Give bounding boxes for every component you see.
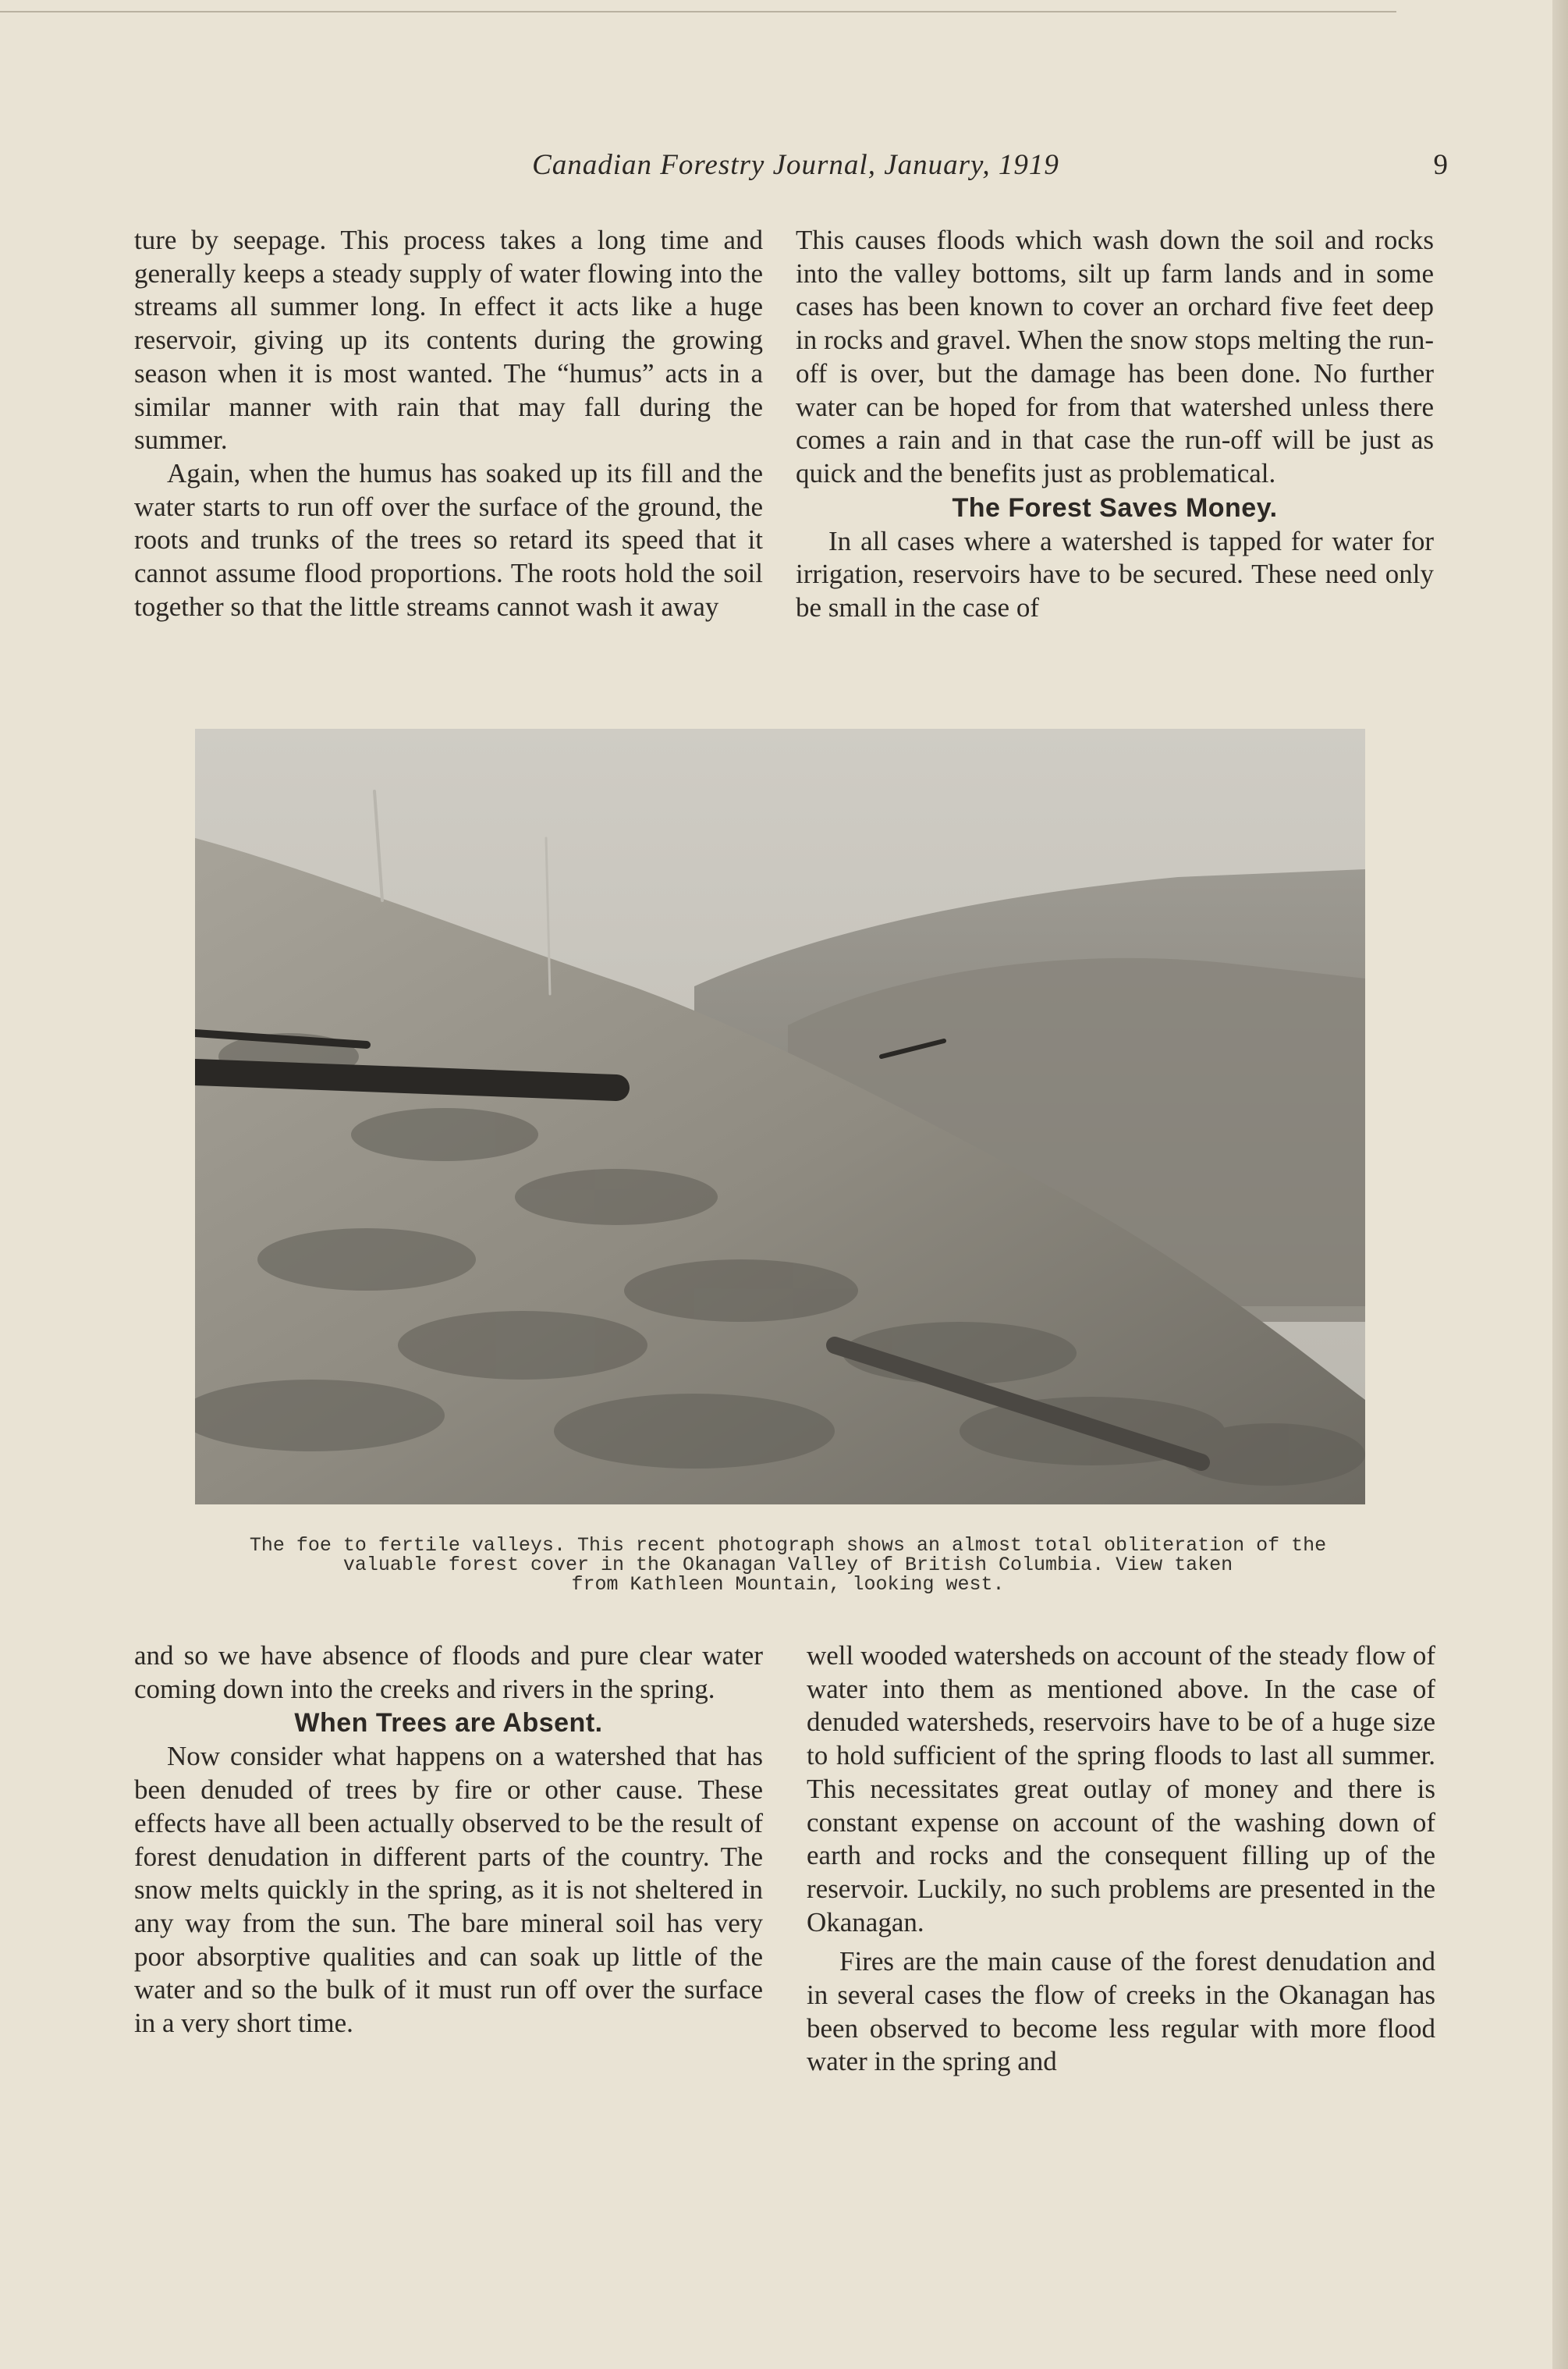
caption-line: The foe to fertile valleys. This recent photograph shows an almost total obliteration of the bbox=[249, 1534, 1327, 1557]
paragraph: Fires are the main cause of the forest denudation and in several cases the flow of creeks in the Okanagan has been observed to become less regular with more flood water in the spring and bbox=[807, 1946, 1435, 2077]
caption-line: valuable forest cover in the Okanagan Valley of British Columbia. View taken bbox=[342, 1554, 1233, 1576]
section-heading-forest-saves-money: The Forest Saves Money. bbox=[952, 492, 1278, 523]
paragraph: ture by seepage. This process takes a long time and generally keeps a steady supply of water flowing into the streams all summer long. In effect it acts like a huge reservoir, giving up its contents during the growing season when it is most wanted. The “humus” acts in a similar manner with rain that may fall during the summer. bbox=[134, 225, 763, 456]
column-bottom-right bbox=[807, 1639, 1435, 2079]
column-top-right bbox=[796, 224, 1434, 625]
caption-line: from Kathleen Mountain, looking west. bbox=[571, 1573, 1005, 1596]
landscape-photograph bbox=[195, 729, 1365, 1504]
page-number: 9 bbox=[1433, 149, 1448, 181]
page-edge-shadow bbox=[1552, 0, 1568, 2369]
figure-caption bbox=[187, 1536, 1389, 1594]
paragraph: Now consider what happens on a watershed that has been denuded of trees by fire or other cause. These effects have all been actually observed to be the result of forest denudation in different parts of the country. The snow melts quickly in the spring, as it is not sheltered in any way from the sun. The bare mineral soil has very poor absorptive qualities and can soak up little of the water and so the bulk of it must run off over the surface in a very short time. bbox=[134, 1741, 763, 2039]
section-heading-when-trees-are-absent: When Trees are Absent. bbox=[294, 1708, 603, 1739]
column-top-left bbox=[134, 224, 763, 623]
paragraph: Again, when the humus has soaked up its fill and the water starts to run off over the surface of the ground, the roots and trunks of the trees so retard its speed that it cannot assume flood proportions. The roots hold the soil together so that the little streams cannot wash it away bbox=[134, 457, 763, 622]
paragraph: This causes floods which wash down the soil and rocks into the valley bottoms, silt up farm lands and in some cases has been known to cover an orchard five feet deep in rocks and gravel. When the snow stops melting the run-off is over, but the damage has been done. No further water can be hoped for from that watershed unless there comes a rain and in that case the run-off will be just as quick and the benefits just as problematical. bbox=[796, 225, 1434, 488]
paragraph: In all cases where a watershed is tapped for water for irrigation, reservoirs have to be secured. These need only be small in the case of bbox=[796, 525, 1434, 623]
top-edge-rule bbox=[0, 11, 1396, 12]
paragraph: well wooded watersheds on account of the steady flow of water into them as mentioned above. In the case of denuded watersheds, reservoirs have to be of a huge size to hold sufficient of the spring floods to last all summer. This necessitates great outlay of money and there is constant expense on account of the washing down of earth and rocks and the consequent filling up of the reservoir. Luckily, no such problems are presented in the Okanagan. bbox=[807, 1640, 1435, 1937]
paragraph: and so we have absence of floods and pure clear water coming down into the creeks and rivers in the spring. bbox=[134, 1640, 763, 1704]
column-bottom-left bbox=[134, 1639, 763, 2040]
running-head: Canadian Forestry Journal, January, 1919 bbox=[532, 149, 1059, 181]
